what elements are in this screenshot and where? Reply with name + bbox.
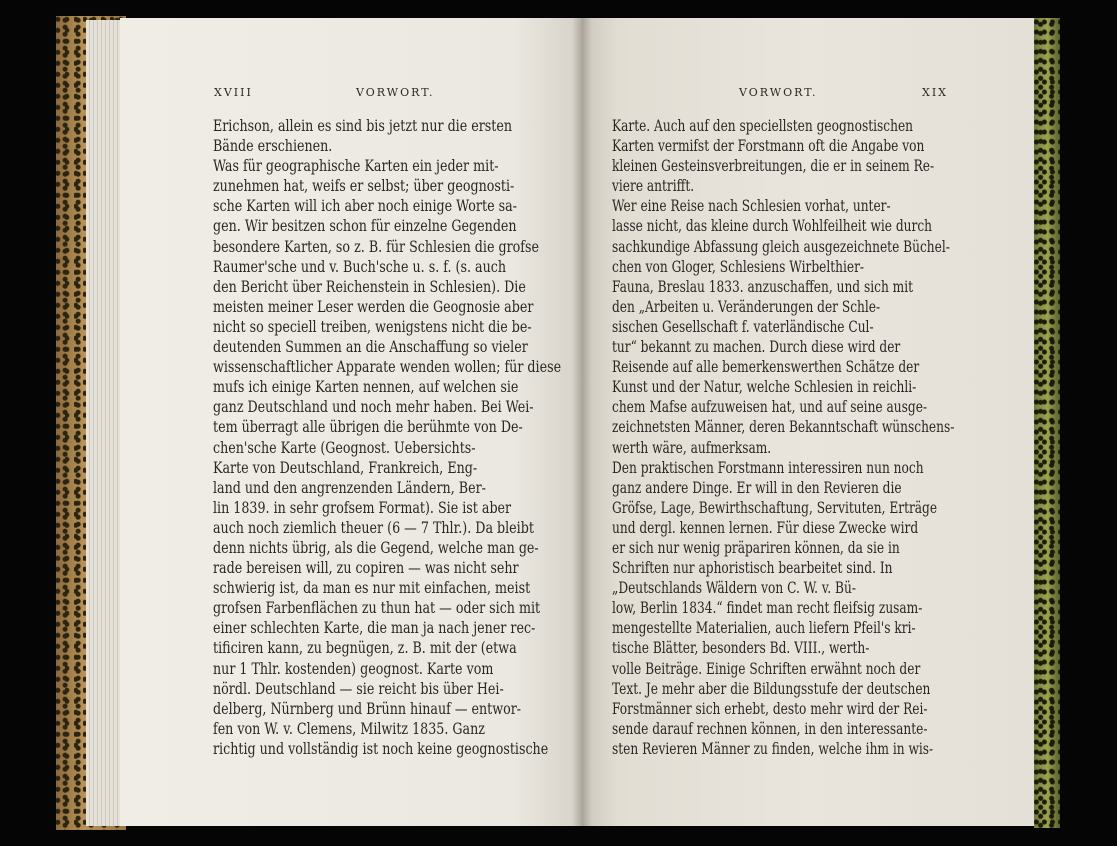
text-line: grofsen Farbenflächen zu thun hat — oder sich mit [213,599,541,618]
text-line: chen von Gloger, Schlesiens Wirbelthier- [612,257,865,276]
text-line: chem Mafse aufzuweisen hat, und auf seine ausge- [612,398,928,417]
text-line: lin 1839. in sehr grofsem Format). Sie ist aber [213,498,512,517]
text-line: Forstmänner sich erhebt, desto mehr wird der Rei- [612,699,928,718]
text-line: Karten vermifst der Forstmann oft die Angabe von [612,137,925,156]
text-line: den „Arbeiten u. Veränderungen der Schle- [612,297,881,316]
text-line: delberg, Nürnberg und Brünn hinauf — entwor- [213,699,522,718]
text-line: werth wäre, aufmerksam. [612,438,772,457]
text-line: zunehmen hat, weifs er selbst; über geognosti- [213,177,515,196]
text-line: Wer eine Reise nach Schlesien vorhat, unter- [612,197,891,216]
text-line: Raumer'sche und v. Buch'sche u. s. f. (s. auch [213,257,507,276]
text-line: tificiren kann, zu begnügen, z. B. mit der (etwa [213,639,517,658]
text-line: fen von W. v. Clemens, Milwitz 1835. Ganz [213,719,485,738]
text-line: sachkundige Abfassung gleich ausgezeichnete Büchel- [612,237,950,256]
text-line: Text. Je mehr aber die Bildungsstufe der deutschen [612,679,931,698]
text-line: besondere Karten, so z. B. für Schlesien die grofse [213,237,539,256]
text-line: und dergl. kennen lernen. Für diese Zwecke wird [612,518,919,537]
text-line: denn nichts übrig, als die Gegend, welche man ge- [213,538,539,557]
text-line: einer schlechten Karte, die man ja nach jener rec- [213,619,536,638]
left-page [120,18,582,826]
text-line: land und den angrenzenden Ländern, Ber- [213,478,486,497]
text-line: deutenden Summen an die Anschaffung so vieler [213,338,528,357]
text-line: Erichson, allein es sind bis jetzt nur die ersten [213,117,513,135]
text-line: Reisende auf alle bemerkenswerthen Schätze der [612,358,920,377]
text-line: nicht so speciell treiben, wenigstens nicht die be- [213,317,532,336]
text-line: den Bericht über Reichenstein in Schlesien). Die [213,277,526,296]
text-line: ganz andere Dinge. Er will in den Revieren die [612,478,902,497]
text-line: viere antrifft. [612,177,695,196]
text-line: meisten meiner Leser werden die Geognosie aber [213,297,534,316]
text-line: sten Revieren Männer zu finden, welche ihm in wis- [612,739,934,758]
text-line: wissenschaftlicher Apparate wenden wollen; für diese [213,358,562,377]
text-line: volle Beiträge. Einige Schriften erwähnt noch der [612,659,921,678]
text-line: lasse nicht, das kleine durch Wohlfeilheit wie durch [612,217,933,236]
page-number: XVIII [214,86,253,99]
text-line: zeichnetsten Männer, deren Bekanntschaft wünschens- [612,418,955,437]
text-line: tem überragt alle übrigen die berühmte von De- [213,418,523,437]
book-gutter [572,18,592,826]
running-title: VORWORT. [739,86,818,99]
text-line: Den praktischen Forstmann interessiren nun noch [612,458,924,477]
text-line: low, Berlin 1834.“ findet man recht fleifsig zusam- [612,599,923,618]
page-number: XIX [922,86,949,99]
text-line: gen. Wir besitzen schon für einzelne Gegenden [213,217,517,236]
text-line: mufs ich einige Karten nennen, auf welchen sie [213,378,519,397]
text-line: kleinen Gesteinsverbreitungen, die er in seinem Re- [612,157,935,176]
text-line: sischen Gesellschaft f. vaterländische Cul- [612,317,874,336]
text-line: chen'sche Karte (Geognost. Uebersichts- [213,438,476,457]
text-line: er sich nur wenig präpariren können, da sie in [612,538,900,557]
text-line: auch noch ziemlich theuer (6 — 7 Thlr.). Da bleibt [213,518,534,537]
text-line: nördl. Deutschland — sie reicht bis über Hei- [213,679,504,698]
text-line: Gröfse, Lage, Bewirthschaftung, Servituten, Erträge [612,498,938,517]
text-line: richtig und vollständig ist noch keine geognostische [213,739,549,758]
text-line: mengestellte Materialien, auch liefern Pfeil's kri- [612,619,916,638]
running-title: VORWORT. [356,86,435,99]
text-line: Schriften nur aphoristisch bearbeitet sind. In [612,559,893,578]
text-line: ganz Deutschland und noch mehr haben. Bei Wei- [213,398,534,417]
right-page [582,18,1034,826]
text-line: tur“ bekannt zu machen. Durch diese wird der [612,338,901,357]
body-text [612,116,1044,759]
text-line: Karte. Auch auf den speciellsten geognostischen [612,117,914,135]
text-line: schwierig ist, da man es nur mit einfachen, meist [213,579,531,598]
text-line: Fauna, Breslau 1833. anzuschaffen, und sich mit [612,277,914,296]
text-line: Kunst und der Natur, welche Schlesien in reichli- [612,378,917,397]
text-line: sche Karten will ich aber noch einige Worte sa- [213,197,517,216]
text-line: Was für geographische Karten ein jeder mit- [213,157,499,176]
text-line: „Deutschlands Wäldern von C. W. v. Bü- [612,579,856,598]
text-line: rade bereisen will, zu copiren — was nicht sehr [213,559,519,578]
text-line: Bände erschienen. [213,137,333,156]
text-line: nur 1 Thlr. kostenden) geognost. Karte vom [213,659,494,678]
text-line: tische Blätter, besonders Bd. VIII., werth- [612,639,870,658]
text-line: sende darauf rechnen können, in den interessante- [612,719,928,738]
text-line: Karte von Deutschland, Frankreich, Eng- [213,458,478,477]
